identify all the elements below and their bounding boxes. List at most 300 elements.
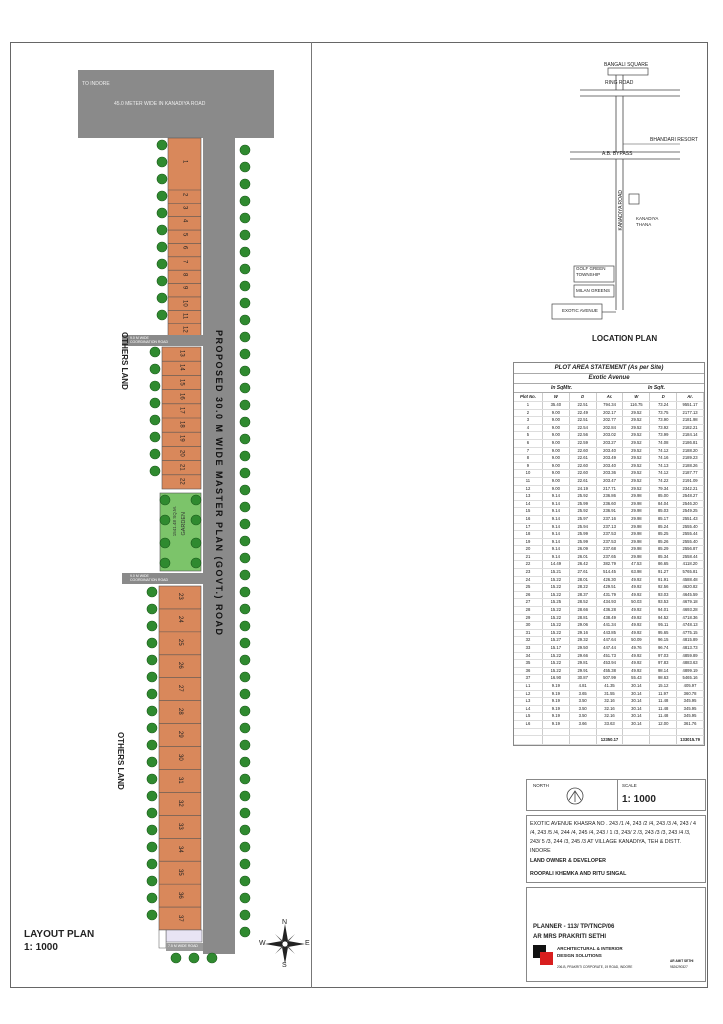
garden-area-label: 1541.48 SQ.M. — [172, 506, 177, 537]
tree-icon — [240, 383, 250, 393]
table-cell: 29.52 — [623, 455, 650, 463]
table-cell: 50.03 — [623, 599, 650, 607]
table-cell: 447.64 — [596, 637, 623, 645]
tree-icon — [240, 332, 250, 342]
table-cell: 443.85 — [596, 629, 623, 637]
master-road-label: PROPOSED 30.0 M WIDE MASTER PLAN (GOVT.) ROAD — [214, 330, 224, 637]
table-cell: 29.52 — [623, 485, 650, 493]
table-cell: 2555.40 — [677, 538, 704, 546]
table-cell: 9.14 — [542, 493, 569, 501]
table-cell: 29.98 — [623, 523, 650, 531]
table-cell: 32.16 — [596, 705, 623, 713]
tree-icon — [150, 432, 160, 442]
table-cell: 30.14 — [623, 713, 650, 721]
compass-w: W — [259, 940, 266, 947]
table-cell: 12 — [514, 485, 542, 493]
table-cell: 4620.82 — [677, 584, 704, 592]
table-cell: L3 — [514, 698, 542, 706]
table-cell: 14 — [514, 500, 542, 508]
table-cell: 203.27 — [596, 439, 623, 447]
table-cell: 15.22 — [542, 652, 569, 660]
table-cell: 29.98 — [623, 493, 650, 501]
tree-icon — [147, 672, 157, 682]
plot-number: 34 — [177, 845, 183, 853]
table-row — [514, 417, 704, 425]
table-cell: 9.00 — [542, 462, 569, 470]
table-header-cell: D — [650, 393, 677, 402]
table-cell: 22.51 — [569, 402, 596, 410]
table-cell: 361.76 — [677, 720, 704, 728]
table-cell: 9.19 — [542, 705, 569, 713]
table-cell — [596, 728, 623, 736]
table-cell: 85.29 — [650, 546, 677, 554]
tree-icon — [240, 485, 250, 495]
table-cell: 73.92 — [650, 424, 677, 432]
tree-icon — [240, 247, 250, 257]
north-arrow-icon — [565, 786, 585, 806]
layout-plan-drawing — [0, 0, 312, 1000]
tree-icon — [240, 213, 250, 223]
table-cell: 85.00 — [650, 493, 677, 501]
loc-ring-road: RING ROAD — [605, 80, 634, 86]
table-cell: 4679.18 — [677, 599, 704, 607]
table-cell: 9.00 — [542, 417, 569, 425]
table-cell: 22.51 — [569, 417, 596, 425]
table-cell: 434.93 — [596, 599, 623, 607]
tree-icon — [191, 515, 201, 525]
plot-number: 11 — [181, 312, 188, 320]
owner-names: ROOPALI KHEMKA AND RITU SINGAL — [530, 871, 627, 877]
table-cell: 455.38 — [596, 667, 623, 675]
table-cell: 25.99 — [569, 500, 596, 508]
table-cell: 30.14 — [623, 720, 650, 728]
table-cell: 63.98 — [623, 569, 650, 577]
table-cell: 30 — [514, 622, 542, 630]
table-cell: 202.84 — [596, 424, 623, 432]
table-cell: 9.00 — [542, 477, 569, 485]
plot-number: 33 — [177, 822, 183, 830]
tree-icon — [157, 225, 167, 235]
plot-number: 32 — [177, 799, 183, 807]
table-row — [514, 652, 704, 660]
table-total-cell — [569, 736, 596, 745]
table-cell: 453.94 — [596, 660, 623, 668]
tree-icon — [240, 740, 250, 750]
table-header-cell: D — [569, 393, 596, 402]
plot-number: 31 — [177, 776, 183, 784]
table-row — [514, 667, 704, 675]
table-cell: 447.44 — [596, 645, 623, 653]
table-cell: 25.97 — [569, 515, 596, 523]
tree-icon — [240, 179, 250, 189]
plot-number: 27 — [177, 685, 183, 692]
table-row — [514, 439, 704, 447]
table-cell: 5 — [514, 432, 542, 440]
tree-icon — [160, 558, 170, 568]
table-cell — [677, 728, 704, 736]
table-cell: L1 — [514, 682, 542, 690]
plot-number: 10 — [181, 299, 188, 307]
table-cell: 94.01 — [650, 607, 677, 615]
table-row — [514, 637, 704, 645]
table-cell: 4815.89 — [677, 637, 704, 645]
table-cell: 9.00 — [542, 470, 569, 478]
table-cell: 4.81 — [569, 682, 596, 690]
table-cell: 26 — [514, 591, 542, 599]
table-cell: 27 — [514, 599, 542, 607]
table-header-cell: Plot No. — [514, 393, 542, 402]
table-cell: 217.71 — [596, 485, 623, 493]
table-cell: 203.40 — [596, 447, 623, 455]
table-cell: 9.14 — [542, 546, 569, 554]
bottom-gate — [159, 930, 166, 948]
tree-icon — [240, 859, 250, 869]
plot-number: 19 — [178, 435, 185, 442]
table-cell: 2184.14 — [677, 432, 704, 440]
tree-icon — [240, 315, 250, 325]
table-cell: 15.21 — [542, 569, 569, 577]
table-cell: 33 — [514, 645, 542, 653]
table-cell: L2 — [514, 690, 542, 698]
plot-number: 7 — [181, 259, 188, 263]
table-cell: 79.34 — [650, 485, 677, 493]
tree-icon — [191, 558, 201, 568]
table-cell: 22.61 — [569, 477, 596, 485]
table-cell: 24.19 — [569, 485, 596, 493]
tree-icon — [240, 366, 250, 376]
table-cell: 22.59 — [569, 439, 596, 447]
tree-icon — [160, 538, 170, 548]
table-cell — [569, 728, 596, 736]
table-row — [514, 553, 704, 561]
table-row — [514, 645, 704, 653]
tree-icon — [147, 655, 157, 665]
tree-icon — [147, 638, 157, 648]
table-cell: 9.00 — [542, 409, 569, 417]
tree-icon — [240, 791, 250, 801]
table-header-cell: W — [623, 393, 650, 402]
plot-number: 8 — [181, 272, 188, 277]
table-cell: 15.22 — [542, 576, 569, 584]
table-cell: 36 — [514, 667, 542, 675]
table-cell: 74.12 — [650, 470, 677, 478]
tree-icon — [240, 519, 250, 529]
layout-plan-scale: 1: 1000 — [24, 942, 58, 953]
table-row — [514, 409, 704, 417]
table-cell: 203.02 — [596, 432, 623, 440]
table-header-cell: W — [542, 393, 569, 402]
table-cell: 9.00 — [542, 485, 569, 493]
plot-number: 2 — [181, 192, 188, 197]
table-subtitle: Exotic Avenue — [514, 374, 704, 384]
table-cell: 203.36 — [596, 470, 623, 478]
tree-icon — [160, 515, 170, 525]
tree-icon — [240, 706, 250, 716]
table-cell: 9.19 — [542, 698, 569, 706]
tree-icon — [240, 230, 250, 240]
plot-table — [514, 393, 704, 745]
loc-kanadiya-road: KANADIYA ROAD — [618, 190, 624, 231]
table-cell: 9.00 — [542, 432, 569, 440]
table-cell: 28.66 — [569, 607, 596, 615]
table-row — [514, 599, 704, 607]
planner-line1: PLANNER - 113/ TP/TNCP/06 — [533, 924, 615, 930]
table-cell: 360.78 — [677, 690, 704, 698]
table-cell: 49.92 — [623, 667, 650, 675]
table-cell: 49.92 — [623, 576, 650, 584]
table-cell: 13 — [514, 493, 542, 501]
table-cell: 4775.15 — [677, 629, 704, 637]
table-cell: 22.60 — [569, 470, 596, 478]
coord-road-label-2: 9.0 M WIDE COORDINATION ROAD — [130, 574, 169, 582]
table-cell: 11.48 — [650, 698, 677, 706]
table-cell: 32 — [514, 637, 542, 645]
table-cell: 29.06 — [569, 622, 596, 630]
table-cell: 11.48 — [650, 705, 677, 713]
table-cell: 74.16 — [650, 455, 677, 463]
tree-icon — [147, 740, 157, 750]
table-row — [514, 629, 704, 637]
table-cell: 2188.26 — [677, 462, 704, 470]
sign-phone: 9826290327 — [670, 965, 688, 969]
table-cell: 33.63 — [596, 720, 623, 728]
table-cell: 29.52 — [623, 432, 650, 440]
table-cell: 31.55 — [596, 690, 623, 698]
compass-e: E — [305, 940, 310, 947]
table-row — [514, 614, 704, 622]
table-row — [514, 470, 704, 478]
plot-number: 22 — [178, 477, 185, 485]
table-cell: 29.52 — [623, 477, 650, 485]
table-cell: 73.24 — [650, 402, 677, 410]
table-row — [514, 720, 704, 728]
table-cell: 29.52 — [623, 409, 650, 417]
table-cell: 345.95 — [677, 713, 704, 721]
firm-line2: DESIGN SOLUTIONS — [557, 953, 602, 958]
tree-icon — [171, 953, 181, 963]
tree-icon — [191, 538, 201, 548]
coord-road-label-1: 9.0 M WIDE COORDINATION ROAD — [130, 336, 169, 344]
tree-icon — [150, 449, 160, 459]
table-row — [514, 515, 704, 523]
table-row — [514, 455, 704, 463]
north-label: NORTH — [533, 783, 549, 788]
table-cell: 4883.63 — [677, 660, 704, 668]
table-row — [514, 728, 704, 736]
tree-icon — [150, 381, 160, 391]
tree-icon — [147, 774, 157, 784]
table-header-cell: Ar. — [677, 393, 704, 402]
tree-icon — [240, 570, 250, 580]
tree-icon — [240, 876, 250, 886]
table-cell: 16.90 — [542, 675, 569, 683]
table-cell: 5765.81 — [677, 569, 704, 577]
table-cell: 451.73 — [596, 652, 623, 660]
table-cell: 21 — [514, 553, 542, 561]
table-cell: 91.27 — [650, 569, 677, 577]
tree-icon — [157, 191, 167, 201]
table-cell: 9.19 — [542, 713, 569, 721]
table-cell: 73.90 — [650, 417, 677, 425]
table-cell: 429.51 — [596, 584, 623, 592]
table-cell: 26.42 — [569, 561, 596, 569]
plot-number: 37 — [177, 914, 183, 922]
table-cell: 11.97 — [650, 690, 677, 698]
table-cell: 9 — [514, 462, 542, 470]
plot-number: 21 — [178, 463, 185, 471]
table-cell: 237.65 — [596, 553, 623, 561]
table-row — [514, 660, 704, 668]
table-cell: 41.35 — [596, 682, 623, 690]
table-cell: 9.19 — [542, 682, 569, 690]
table-cell: 25.92 — [569, 493, 596, 501]
others-land-bottom: OTHERS LAND — [116, 732, 125, 790]
table-cell: 15.22 — [542, 660, 569, 668]
table-cell: 2549.25 — [677, 508, 704, 516]
table-row — [514, 675, 704, 683]
table-row — [514, 508, 704, 516]
tree-icon — [147, 689, 157, 699]
loc-milan-greens: MILAN GREENS — [576, 288, 611, 293]
table-cell: 29.66 — [569, 652, 596, 660]
khasra-box — [526, 815, 706, 883]
owner-heading: LAND OWNER & DEVELOPER — [530, 858, 606, 864]
table-cell: 29.52 — [623, 462, 650, 470]
table-cell: 405.97 — [677, 682, 704, 690]
table-row — [514, 561, 704, 569]
table-total-cell — [514, 736, 542, 745]
table-cell: L4 — [514, 705, 542, 713]
table-row — [514, 402, 704, 410]
table-cell — [514, 728, 542, 736]
table-cell: 438.49 — [596, 614, 623, 622]
table-cell: 2181.98 — [677, 417, 704, 425]
table-row — [514, 682, 704, 690]
table-cell: 29.50 — [569, 645, 596, 653]
tree-icon — [240, 689, 250, 699]
table-cell: 49.92 — [623, 622, 650, 630]
table-cell: 85.34 — [650, 553, 677, 561]
table-cell: 31 — [514, 629, 542, 637]
table-cell: 15.22 — [542, 607, 569, 615]
table-cell: 29.98 — [623, 515, 650, 523]
tree-icon — [147, 706, 157, 716]
garden-label: GARDEN — [181, 512, 187, 536]
table-cell: 2548.27 — [677, 493, 704, 501]
location-plan-map — [540, 60, 690, 330]
tree-icon — [240, 451, 250, 461]
tree-icon — [150, 347, 160, 357]
table-row — [514, 622, 704, 630]
table-cell: 19 — [514, 538, 542, 546]
table-cell: 6 — [514, 439, 542, 447]
bottom-road-label: 7.5 M WIDE ROAD — [168, 944, 198, 948]
plot-number: 26 — [177, 662, 183, 669]
table-cell: 28.01 — [569, 576, 596, 584]
tree-icon — [240, 468, 250, 478]
table-cell: 29.98 — [623, 508, 650, 516]
scale-label: SCALE — [622, 783, 637, 788]
table-cell: 9551.17 — [677, 402, 704, 410]
unit-sqft: In Sqft. — [648, 385, 665, 391]
table-cell: 4118.20 — [677, 561, 704, 569]
tree-icon — [240, 655, 250, 665]
table-cell: 22 — [514, 561, 542, 569]
table-cell: 97.83 — [650, 660, 677, 668]
table-cell: 96.74 — [650, 645, 677, 653]
table-row — [514, 462, 704, 470]
table-total-cell: 133015.79 — [677, 736, 704, 745]
loc-bangali-square: BANGALI SQUARE — [604, 62, 649, 68]
table-cell: 9.14 — [542, 523, 569, 531]
table-cell: 436.28 — [596, 607, 623, 615]
table-cell: 50.09 — [623, 637, 650, 645]
tree-icon — [240, 502, 250, 512]
box-divider — [617, 780, 618, 810]
top-road-label: 45.0 METER WIDE IN KANADIYA ROAD — [114, 101, 206, 107]
approach-road-label: TO INDORE — [82, 81, 110, 87]
table-cell: 84.04 — [650, 500, 677, 508]
table-cell: 29.91 — [569, 667, 596, 675]
plot-number: 1 — [181, 160, 188, 164]
tree-icon — [150, 415, 160, 425]
tree-icon — [157, 174, 167, 184]
table-cell: 29.98 — [623, 546, 650, 554]
table-cell: 9.14 — [542, 508, 569, 516]
table-total-row — [514, 736, 704, 745]
table-cell: 85.25 — [650, 531, 677, 539]
table-cell: 74.22 — [650, 477, 677, 485]
table-cell: 22.54 — [569, 424, 596, 432]
table-cell: 8 — [514, 455, 542, 463]
tree-icon — [157, 259, 167, 269]
table-cell: 94.52 — [650, 614, 677, 622]
plot-number: 16 — [178, 392, 185, 400]
table-cell: 85.24 — [650, 523, 677, 531]
table-cell: 9.00 — [542, 455, 569, 463]
table-cell: 28 — [514, 607, 542, 615]
table-units — [514, 384, 704, 393]
tree-icon — [240, 162, 250, 172]
tree-icon — [207, 953, 217, 963]
table-cell: 202.77 — [596, 417, 623, 425]
table-cell: 5465.16 — [677, 675, 704, 683]
table-cell: 29.52 — [623, 417, 650, 425]
table-cell: 4899.19 — [677, 667, 704, 675]
table-row — [514, 531, 704, 539]
tree-icon — [147, 808, 157, 818]
table-cell: 22.49 — [569, 409, 596, 417]
tree-icon — [147, 723, 157, 733]
tree-icon — [157, 140, 167, 150]
table-cell: 2556.87 — [677, 546, 704, 554]
tree-icon — [191, 495, 201, 505]
table-cell: 15.22 — [542, 667, 569, 675]
tree-icon — [160, 495, 170, 505]
table-cell: 3.50 — [569, 713, 596, 721]
tree-icon — [157, 310, 167, 320]
table-cell: 22.60 — [569, 462, 596, 470]
table-cell: 93.03 — [650, 591, 677, 599]
tree-icon — [240, 808, 250, 818]
plot-number: 23 — [177, 593, 183, 601]
table-cell: 7 — [514, 447, 542, 455]
table-cell: 15.25 — [542, 599, 569, 607]
plot-number: 35 — [177, 868, 183, 876]
table-cell: 2189.23 — [677, 455, 704, 463]
table-header-row — [514, 393, 704, 402]
table-cell: 2186.81 — [677, 439, 704, 447]
